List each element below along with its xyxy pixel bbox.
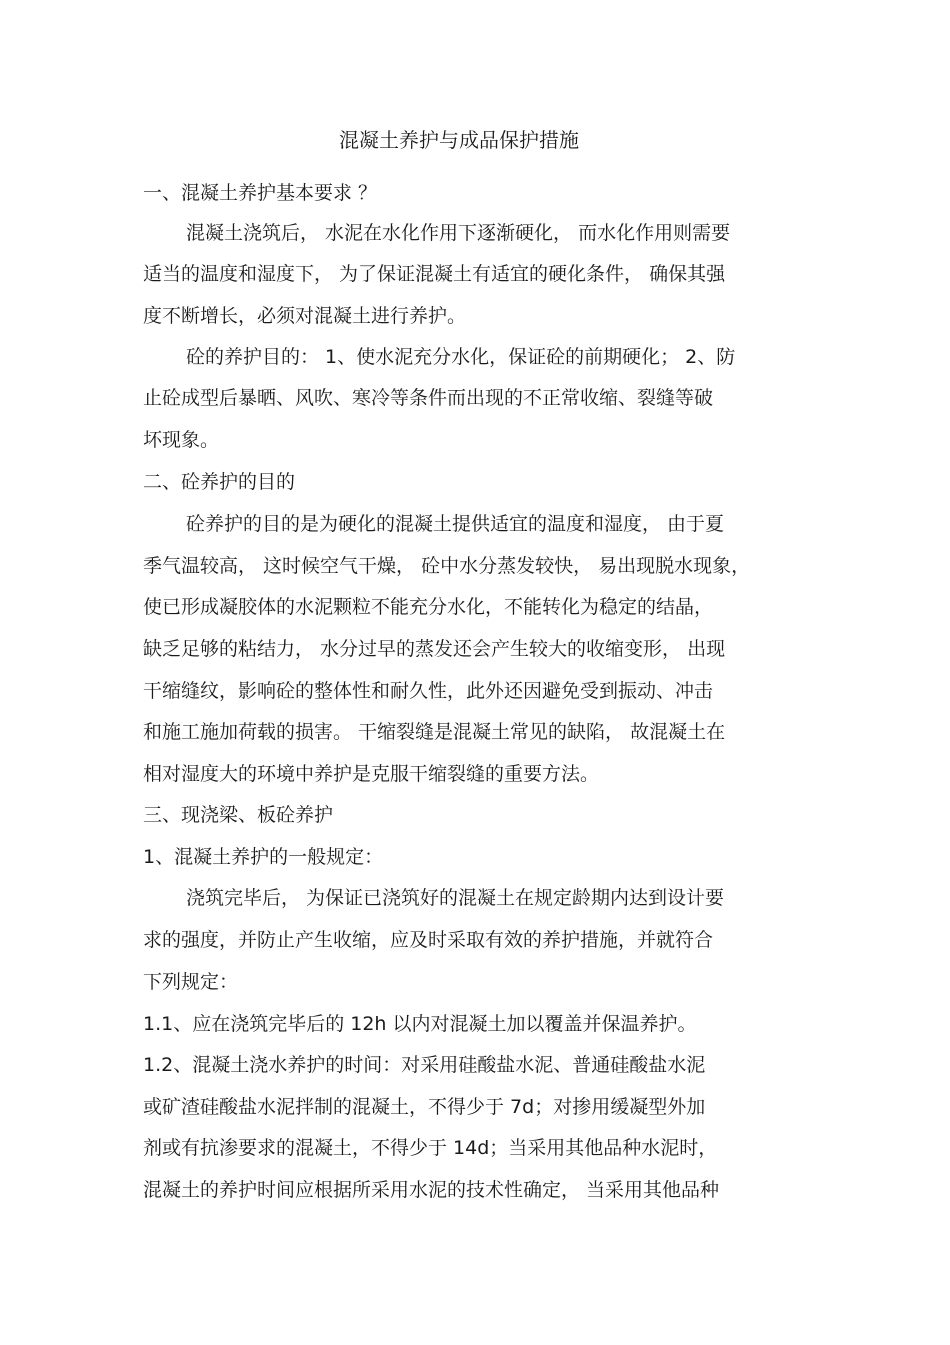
section-heading-1: 一、混凝土养护基本要求 ？ <box>143 182 378 204</box>
paragraph-line: 使已形成凝胶体的水泥颗粒不能充分水化，不能转化为稳定的结晶， <box>143 596 714 618</box>
paragraph-line: 或矿渣硅酸盐水泥拌制的混凝土，不得少于 7d；对掺用缓凝型外加 <box>143 1096 706 1118</box>
section-heading-3: 三、现浇梁、板砼养护 <box>143 804 334 826</box>
section-heading-2: 二、砼养护的目的 <box>143 471 296 493</box>
paragraph-line: 下列规定： <box>143 971 239 993</box>
list-item-1-1: 1.1、应在浇筑完毕后的 12h 以内对混凝土加以覆盖并保温养护。 <box>143 1013 697 1035</box>
paragraph-line: 混凝土浇筑后， 水泥在水化作用下逐渐硬化， 而水化作用则需要 <box>186 222 731 244</box>
paragraph-line: 止砼成型后暴晒、风吹、寒冷等条件而出现的不正常收缩、裂缝等破 <box>143 387 714 409</box>
paragraph-line: 缺乏足够的粘结力， 水分过早的蒸发还会产生较大的收缩变形， 出现 <box>143 638 726 660</box>
paragraph-line: 度不断增长，必须对混凝土进行养护。 <box>143 305 467 327</box>
paragraph-line: 季气温较高， 这时候空气干燥， 砼中水分蒸发较快， 易出现脱水现象， <box>143 555 751 577</box>
page-title: 混凝土养护与成品保护措施 <box>339 128 579 152</box>
list-item-1-2: 1.2、混凝土浇水养护的时间：对采用硅酸盐水泥、普通硅酸盐水泥 <box>143 1054 706 1076</box>
paragraph-line: 适当的温度和湿度下， 为了保证混凝土有适宜的硬化条件， 确保其强 <box>143 263 726 285</box>
paragraph-line: 干缩缝纹，影响砼的整体性和耐久性，此外还因避免受到振动、冲击 <box>143 680 714 702</box>
subsection-heading: 1、混凝土养护的一般规定： <box>143 846 384 868</box>
paragraph-line: 坏现象。 <box>143 429 220 451</box>
paragraph-line: 求的强度，并防止产生收缩，应及时采取有效的养护措施，并就符合 <box>143 929 714 951</box>
paragraph-line: 相对湿度大的环境中养护是克服干缩裂缝的重要方法。 <box>143 763 600 785</box>
paragraph-line: 砼的养护目的： 1、使水泥充分水化，保证砼的前期硬化； 2、防 <box>186 346 736 368</box>
paragraph-line: 混凝土的养护时间应根据所采用水泥的技术性确定， 当采用其他品种 <box>143 1179 720 1201</box>
paragraph-line: 剂或有抗渗要求的混凝土，不得少于 14d；当采用其他品种水泥时， <box>143 1137 718 1159</box>
paragraph-line: 和施工施加荷载的损害。 干缩裂缝是混凝土常见的缺陷， 故混凝土在 <box>143 721 726 743</box>
paragraph-line: 浇筑完毕后， 为保证已浇筑好的混凝土在规定龄期内达到设计要 <box>186 887 725 909</box>
paragraph-line: 砼养护的目的是为硬化的混凝土提供适宜的温度和湿度， 由于夏 <box>186 513 725 535</box>
